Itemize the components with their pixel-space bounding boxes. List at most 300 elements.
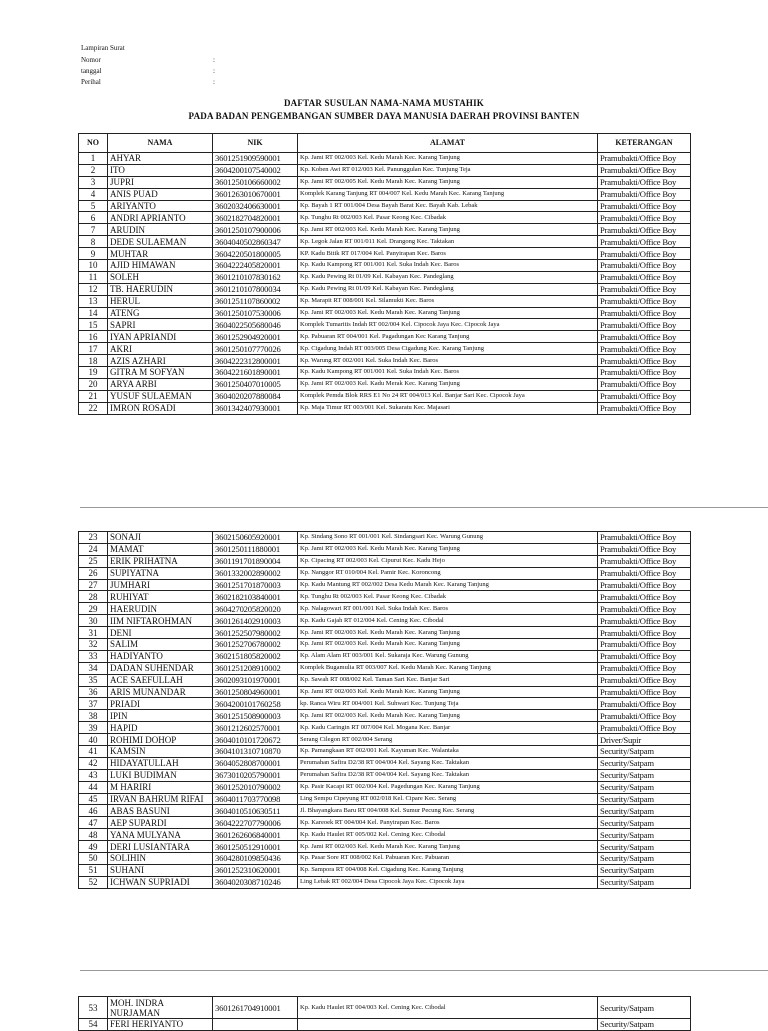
table-row: [79, 390, 691, 402]
row-alamat: Jl. Bhayangkara Baru RT 004/008 Kel. Sumur Pecung Kec. Serang: [298, 805, 598, 817]
row-nama: SALIM: [108, 639, 213, 651]
row-nama: SUHANI: [108, 864, 213, 876]
row-number: 17: [79, 343, 108, 355]
row-alamat: Kp. Sawah RT 008/002 Kel. Taman Sari Kec. Banjar Sari: [298, 674, 598, 686]
row-nik: 3604020207880084: [213, 390, 298, 402]
row-number: 29: [79, 603, 108, 615]
row-nik: 3604200107540002: [213, 164, 298, 176]
row-nama: ANDRI APRIANTO: [108, 212, 213, 224]
row-nik: [213, 1019, 298, 1031]
row-number: 24: [79, 543, 108, 555]
row-nama: ICHWAN SUPRIADI: [108, 876, 213, 888]
row-number: 1: [79, 153, 108, 165]
row-nama: SUPIYATNA: [108, 567, 213, 579]
table-row: [79, 829, 691, 841]
row-alamat: Kp. Kadu Haulet RT 004/003 Kel. Cening Kec. Cibodal: [298, 997, 598, 1019]
row-number: 47: [79, 817, 108, 829]
row-number: 36: [79, 686, 108, 698]
table-row: [79, 188, 691, 200]
row-number: 38: [79, 710, 108, 722]
row-nama: ACE SAEFULLAH: [108, 674, 213, 686]
row-keterangan: Security/Satpam: [598, 876, 691, 888]
row-number: 19: [79, 367, 108, 379]
table-row: [79, 627, 691, 639]
table-row: [79, 378, 691, 390]
row-nama: ROHIMI DOHOP: [108, 734, 213, 746]
row-alamat: Kp. Pabuaran RT 004/001 Kel. Pagadungan Kec Karang Tanjung: [298, 331, 598, 343]
row-keterangan: Pramubakti/Office Boy: [598, 224, 691, 236]
row-nama: AZIS AZHARI: [108, 355, 213, 367]
table-row: [79, 698, 691, 710]
row-alamat: Kp. Kareoek RT 004/004 Kel. Panyirapan Kec. Baros: [298, 817, 598, 829]
row-number: 11: [79, 271, 108, 283]
row-alamat: Kp. Nalagowari RT 001/001 Kel. Suka Indah Kec. Baros: [298, 603, 598, 615]
row-number: 54: [79, 1019, 108, 1031]
row-nama: AHYAR: [108, 153, 213, 165]
row-alamat: Kp. Cigadung Indah RT 003/005 Desa Cigadung Kec. Karang Tanjung: [298, 343, 598, 355]
row-nik: 3601250111880001: [213, 543, 298, 555]
document-title: DAFTAR SUSULAN NAMA-NAMA MUSTAHIK: [283, 98, 485, 108]
row-nik: 3604222707790006: [213, 817, 298, 829]
table-row: [79, 355, 691, 367]
row-keterangan: Security/Satpam: [598, 1019, 691, 1031]
row-nama: IRVAN BAHRUM RIFAI: [108, 793, 213, 805]
row-number: 35: [79, 674, 108, 686]
row-nik: 3601250107770026: [213, 343, 298, 355]
row-keterangan: Pramubakti/Office Boy: [598, 402, 691, 414]
row-nama: ANIS PUAD: [108, 188, 213, 200]
row-nama: MAMAT: [108, 543, 213, 555]
row-nama: ATENG: [108, 307, 213, 319]
table-row: [79, 817, 691, 829]
mustahik-table-page-3: [78, 996, 691, 1031]
row-number: 3: [79, 176, 108, 188]
row-nama: TB. HAERUDIN: [108, 283, 213, 295]
row-alamat: Komplek Pemda Blok RRS E1 No 24 RT 004/013 Kel. Banjar Sari Kec. Cipocok Jaya: [298, 390, 598, 402]
row-alamat: Kp. Bayah 1 RT 001/004 Desa Bayah Barat Kec. Bayah Kab. Lebak: [298, 200, 598, 212]
row-keterangan: Security/Satpam: [598, 829, 691, 841]
row-alamat: Kp. Marapit RT 008/001 Kel. Silamukti Kec. Baros: [298, 295, 598, 307]
row-keterangan: Security/Satpam: [598, 746, 691, 758]
row-nama: AJID HIMAWAN: [108, 260, 213, 272]
row-nik: 3602182704820001: [213, 212, 298, 224]
row-number: 8: [79, 236, 108, 248]
row-keterangan: Pramubakti/Office Boy: [598, 200, 691, 212]
table-row: [79, 153, 691, 165]
row-nik: 3601250107530006: [213, 307, 298, 319]
table-row: [79, 200, 691, 212]
table-row: [79, 757, 691, 769]
row-alamat: Kp. Jami RT 002/003 Kel. Kedu Marah Kec. Karang Tanjung: [298, 153, 598, 165]
row-number: 31: [79, 627, 108, 639]
row-nik: 3604270205820020: [213, 603, 298, 615]
table-row: [79, 260, 691, 272]
row-nik: 3601252706780002: [213, 639, 298, 651]
row-nik: 3601210107800034: [213, 283, 298, 295]
header-alamat: ALAMAT: [298, 134, 598, 153]
table-row: [79, 674, 691, 686]
row-nama: GITRA M SOFYAN: [108, 367, 213, 379]
row-alamat: Komplek Tumaritis Indah RT 002/004 Kel. Cipocok Jaya Kec. Cipocok Jaya: [298, 319, 598, 331]
row-alamat: Kp. Tunghu Rt 002/003 Kel. Pasar Keong Kec. Cibadak: [298, 591, 598, 603]
row-number: 37: [79, 698, 108, 710]
row-nama: DEDE SULAEMAN: [108, 236, 213, 248]
row-nik: 3602093101970001: [213, 674, 298, 686]
page-break-line: [80, 507, 768, 508]
row-nik: 3601250107900006: [213, 224, 298, 236]
mustahik-table-page-2: [78, 531, 691, 889]
row-number: 7: [79, 224, 108, 236]
row-keterangan: Pramubakti/Office Boy: [598, 532, 691, 544]
row-number: 9: [79, 248, 108, 260]
table-row: [79, 876, 691, 888]
table-row: [79, 164, 691, 176]
table-row: [79, 710, 691, 722]
row-nik: 3601210107830162: [213, 271, 298, 283]
row-alamat: Kp. Jami RT 002/003 Kel. Kedu Marah Kec. Karang Tanjung: [298, 307, 598, 319]
row-alamat: Kp. Kadu Gajah RT 012/004 Kel. Cening Kec. Cibodal: [298, 615, 598, 627]
table-row: [79, 591, 691, 603]
table-row: [79, 331, 691, 343]
row-keterangan: Security/Satpam: [598, 781, 691, 793]
row-nama: ARUDIN: [108, 224, 213, 236]
row-number: 43: [79, 769, 108, 781]
row-keterangan: Security/Satpam: [598, 793, 691, 805]
row-number: 20: [79, 378, 108, 390]
row-alamat: Kp. Maja Timur RT 003/001 Kel. Sukaratu Kec. Majasari: [298, 402, 598, 414]
row-nama: HAPID: [108, 722, 213, 734]
row-alamat: Kp. Pasir Kacapi RT 002/004 Kel. Pagedungan Kec. Karang Tanjung: [298, 781, 598, 793]
row-nik: 3604011703770098: [213, 793, 298, 805]
row-number: 34: [79, 662, 108, 674]
table-row: [79, 639, 691, 651]
row-number: 45: [79, 793, 108, 805]
row-alamat: Kp. Warung RT 002/001 Kel. Suka Indah Kec. Baros: [298, 355, 598, 367]
table-row: [79, 722, 691, 734]
table-row: [79, 686, 691, 698]
row-number: 4: [79, 188, 108, 200]
row-alamat: KP. Kadu Bitik RT 017/004 Kel. Panyirapan Kec. Baros: [298, 248, 598, 260]
row-keterangan: Pramubakti/Office Boy: [598, 188, 691, 200]
row-number: 48: [79, 829, 108, 841]
row-alamat: Kp. Jami RT 002/005 Kel. Kedu Marah Kec. Karang Tanjung: [298, 176, 598, 188]
row-alamat: Kp. Sampora RT 004/008 Kel. Cigadung Kec. Karang Tanjung: [298, 864, 598, 876]
row-number: 26: [79, 567, 108, 579]
row-nama: IMRON ROSADI: [108, 402, 213, 414]
row-keterangan: Pramubakti/Office Boy: [598, 283, 691, 295]
header-nik: NIK: [213, 134, 298, 153]
table-row: [79, 402, 691, 414]
table-header-row: [79, 134, 691, 153]
row-nik: 3601261704910001: [213, 997, 298, 1019]
row-nik: 3604222405820001: [213, 260, 298, 272]
row-number: 40: [79, 734, 108, 746]
row-nik: 3673010205790001: [213, 769, 298, 781]
mustahik-table-page-1: [78, 133, 691, 415]
table-row: [79, 236, 691, 248]
row-nik: 3601250512910001: [213, 841, 298, 853]
row-nik: 3601251701870003: [213, 579, 298, 591]
row-nama: RUHIYAT: [108, 591, 213, 603]
row-nama: SONAJI: [108, 532, 213, 544]
row-nik: 3604020308710246: [213, 876, 298, 888]
row-nama: M HARIRI: [108, 781, 213, 793]
row-alamat: Kp. Tunghu Rt 002/003 Kel. Pasar Keong Kec. Cibadak: [298, 212, 598, 224]
row-alamat: Kp. Jami RT 002/003 Kel. Kedu Marah Kec. Karang Tanjung: [298, 841, 598, 853]
row-nik: 3601250804960001: [213, 686, 298, 698]
table-row: [79, 579, 691, 591]
table-row: [79, 603, 691, 615]
header-nama: NAMA: [108, 134, 213, 153]
row-number: 50: [79, 853, 108, 865]
table-row: [79, 746, 691, 758]
row-keterangan: Pramubakti/Office Boy: [598, 378, 691, 390]
table-row: [79, 212, 691, 224]
row-number: 25: [79, 555, 108, 567]
row-alamat: Perumahan Safira D2/38 RT 004/004 Kel. Sayang Kec. Taktakan: [298, 757, 598, 769]
row-keterangan: Pramubakti/Office Boy: [598, 319, 691, 331]
row-keterangan: Pramubakti/Office Boy: [598, 248, 691, 260]
row-number: 22: [79, 402, 108, 414]
row-nama: JUPRI: [108, 176, 213, 188]
row-number: 27: [79, 579, 108, 591]
row-number: 14: [79, 307, 108, 319]
table-row: [79, 295, 691, 307]
row-keterangan: Pramubakti/Office Boy: [598, 722, 691, 734]
row-alamat: Kp. Jami RT 002/003 Kel. Kedu Marah Kec. Karang Tanjung: [298, 686, 598, 698]
row-nik: 3601191701890004: [213, 555, 298, 567]
table-row: [79, 319, 691, 331]
row-nik: 3601263010670001: [213, 188, 298, 200]
row-nama: ITO: [108, 164, 213, 176]
row-alamat: Kp. Jami RT 002/003 Kel. Kadu Merak Kec. Karang Tanjung: [298, 378, 598, 390]
row-number: 30: [79, 615, 108, 627]
row-alamat: Kp. Pamangkaan RT 002/001 Kel. Kayuman Kec. Walantaka: [298, 746, 598, 758]
row-number: 51: [79, 864, 108, 876]
table-row: [79, 615, 691, 627]
row-nama: IYAN APRIANDI: [108, 331, 213, 343]
row-nama: YUSUF SULAEMAN: [108, 390, 213, 402]
row-keterangan: Pramubakti/Office Boy: [598, 627, 691, 639]
row-number: 5: [79, 200, 108, 212]
table-row: [79, 176, 691, 188]
row-nik: 3602151805820002: [213, 650, 298, 662]
table-row: [79, 997, 691, 1019]
row-nik: 3601332002890002: [213, 567, 298, 579]
row-nik: 3604220501800005: [213, 248, 298, 260]
row-keterangan: Pramubakti/Office Boy: [598, 355, 691, 367]
row-nama: SOLEH: [108, 271, 213, 283]
row-keterangan: Pramubakti/Office Boy: [598, 153, 691, 165]
row-number: 52: [79, 876, 108, 888]
row-number: 44: [79, 781, 108, 793]
row-alamat: Komplek Bugamulia RT 003/007 Kel. Kedu Marah Kec. Karang Tanjung: [298, 662, 598, 674]
table-row: [79, 532, 691, 544]
row-alamat: Serang Cilegon RT 002/004 Serang: [298, 734, 598, 746]
row-keterangan: Pramubakti/Office Boy: [598, 639, 691, 651]
row-nik: 3604022505680046: [213, 319, 298, 331]
row-nama: PRIADI: [108, 698, 213, 710]
row-nama: ARIYANTO: [108, 200, 213, 212]
row-nama: DENI: [108, 627, 213, 639]
nomor-colon: :: [213, 56, 215, 64]
row-keterangan: Pramubakti/Office Boy: [598, 615, 691, 627]
row-nama: HADIYANTO: [108, 650, 213, 662]
row-keterangan: Security/Satpam: [598, 769, 691, 781]
row-nama: MUHTAR: [108, 248, 213, 260]
row-alamat: Ling Sempu Cipeyung RT 002/018 Kel. Cipare Kec. Serang: [298, 793, 598, 805]
page-break-line: [80, 970, 768, 971]
row-keterangan: Security/Satpam: [598, 864, 691, 876]
row-keterangan: Security/Satpam: [598, 817, 691, 829]
row-nama: ARIS MUNANDAR: [108, 686, 213, 698]
row-nik: 3602182103840001: [213, 591, 298, 603]
row-nama: IPIN: [108, 710, 213, 722]
row-nama: IIM NIFTAROHMAN: [108, 615, 213, 627]
row-alamat: Kp. Kadu Pewing Rt 01/09 Kel. Kabayan Kec. Pandeglang: [298, 283, 598, 295]
table-row: [79, 864, 691, 876]
row-alamat: Kp. Pasar Sore RT 008/002 Kel. Pabuaran Kec. Pabuaran: [298, 853, 598, 865]
row-keterangan: Pramubakti/Office Boy: [598, 367, 691, 379]
row-keterangan: Pramubakti/Office Boy: [598, 674, 691, 686]
row-keterangan: Security/Satpam: [598, 805, 691, 817]
row-nama: AKRI: [108, 343, 213, 355]
row-alamat: Kp. Jami RT 002/003 Kel. Kedu Marah Kec. Karang Tanjung: [298, 543, 598, 555]
row-keterangan: Pramubakti/Office Boy: [598, 164, 691, 176]
table-row: [79, 734, 691, 746]
row-number: 13: [79, 295, 108, 307]
row-keterangan: Pramubakti/Office Boy: [598, 662, 691, 674]
tanggal-label: tanggal: [81, 67, 102, 75]
row-number: 42: [79, 757, 108, 769]
perihal-label: Perihal: [81, 78, 101, 86]
row-alamat: Kp. Kadu Kampong RT 001/001 Kel. Suka Indah Kec. Baros: [298, 260, 598, 272]
row-number: 2: [79, 164, 108, 176]
table-row: [79, 248, 691, 260]
row-alamat: Perumahan Safira D2/38 RT 004/004 Kel. Sayang Kec. Taktakan: [298, 769, 598, 781]
row-nama: YANA MULYANA: [108, 829, 213, 841]
table-row: [79, 343, 691, 355]
row-nik: 3601251208910002: [213, 662, 298, 674]
row-keterangan: Security/Satpam: [598, 853, 691, 865]
row-nama: MOH. INDRA NURJAMAN: [108, 997, 213, 1019]
table-row: [79, 793, 691, 805]
row-nik: 3604200101760258: [213, 698, 298, 710]
row-nama: LUKI BUDIMAN: [108, 769, 213, 781]
table-row: [79, 805, 691, 817]
row-keterangan: Pramubakti/Office Boy: [598, 543, 691, 555]
row-nik: 3604052808700001: [213, 757, 298, 769]
table-row: [79, 224, 691, 236]
row-keterangan: Pramubakti/Office Boy: [598, 579, 691, 591]
table-row: [79, 543, 691, 555]
row-nik: 3604101310710870: [213, 746, 298, 758]
row-alamat: Kp. Jami RT 002/003 Kel. Kedu Marah Kec. Karang Tanjung: [298, 710, 598, 722]
row-nik: 3601251508900003: [213, 710, 298, 722]
row-nama: DADAN SUHENDAR: [108, 662, 213, 674]
row-number: 28: [79, 591, 108, 603]
row-alamat: Kp. Jami RT 002/003 Kel. Kedu Marah Kec. Karang Tanjung: [298, 627, 598, 639]
row-keterangan: Pramubakti/Office Boy: [598, 271, 691, 283]
row-nik: 3601250407010005: [213, 378, 298, 390]
row-alamat: kp. Ranca Wiru RT 004/001 Kel. Suhwari Kec. Tunjung Teja: [298, 698, 598, 710]
row-alamat: Komplek Karang Tanjung RT 004/007 Kel. Kedu Marah Kec. Karang Tanjung: [298, 188, 598, 200]
row-nik: 3601261402910003: [213, 615, 298, 627]
row-nama: SOLIHIN: [108, 853, 213, 865]
row-nik: 3604010510630511: [213, 805, 298, 817]
row-number: 23: [79, 532, 108, 544]
row-alamat: Ling Lebak RT 002/004 Desa Cipocok Jaya Kec. Cipocok Jaya: [298, 876, 598, 888]
row-nik: 3601250106660002: [213, 176, 298, 188]
row-keterangan: Pramubakti/Office Boy: [598, 212, 691, 224]
row-nik: 3604010101720672: [213, 734, 298, 746]
row-nama: KAMSIN: [108, 746, 213, 758]
row-nama: SAPRI: [108, 319, 213, 331]
row-alamat: Kp. Kadu Kampong RT 001/001 Kel. Suka Indah Kec. Baros: [298, 367, 598, 379]
row-alamat: Kp. Alam Alam RT 003/001 Kel. Sukaraja Kec. Warung Gunung: [298, 650, 598, 662]
row-number: 16: [79, 331, 108, 343]
row-keterangan: Pramubakti/Office Boy: [598, 567, 691, 579]
row-nik: 3601252010790002: [213, 781, 298, 793]
row-nik: 3604040502860347: [213, 236, 298, 248]
lampiran-label: Lampiran Surat: [81, 44, 125, 52]
perihal-colon: :: [213, 78, 215, 86]
row-alamat: Kp. Nanggor RT 010/004 Kel. Pamir Kec. Koroncong: [298, 567, 598, 579]
row-nik: 3601212602570001: [213, 722, 298, 734]
row-nama: ARYA ARBI: [108, 378, 213, 390]
row-alamat: [298, 1019, 598, 1031]
row-keterangan: Pramubakti/Office Boy: [598, 698, 691, 710]
row-nama: HAERUDIN: [108, 603, 213, 615]
row-keterangan: Pramubakti/Office Boy: [598, 650, 691, 662]
row-number: 49: [79, 841, 108, 853]
row-nik: 3602032406630001: [213, 200, 298, 212]
row-keterangan: Pramubakti/Office Boy: [598, 343, 691, 355]
table-row: [79, 781, 691, 793]
row-keterangan: Security/Satpam: [598, 997, 691, 1019]
row-nama: ERIK PRIHATNA: [108, 555, 213, 567]
row-keterangan: Pramubakti/Office Boy: [598, 295, 691, 307]
row-nama: FERI HERIYANTO: [108, 1019, 213, 1031]
row-alamat: Kp. Kadu Pewing Rt 01/09 Kel. Kabayan Kec. Pandeglang: [298, 271, 598, 283]
row-number: 39: [79, 722, 108, 734]
row-nik: 3601252310620001: [213, 864, 298, 876]
row-alamat: Kp. Cipacing RT 002/003 Kel. Cipurut Kec. Kadu Hejo: [298, 555, 598, 567]
row-keterangan: Pramubakti/Office Boy: [598, 307, 691, 319]
row-alamat: Kp. Koben Awi RT 012/003 Kel. Panunggulan Kec. Tunjung Teja: [298, 164, 598, 176]
table-row: [79, 271, 691, 283]
row-keterangan: Security/Satpam: [598, 757, 691, 769]
row-keterangan: Pramubakti/Office Boy: [598, 236, 691, 248]
row-nik: 3601251909590001: [213, 153, 298, 165]
row-keterangan: Pramubakti/Office Boy: [598, 176, 691, 188]
row-nama: AEP SUPARDI: [108, 817, 213, 829]
row-keterangan: Pramubakti/Office Boy: [598, 710, 691, 722]
row-alamat: Kp. Kadu Haulet RT 005/002 Kel. Cening Kec. Cibodal: [298, 829, 598, 841]
row-nik: 3601252904920001: [213, 331, 298, 343]
nomor-label: Nomor: [81, 56, 101, 64]
document-subtitle: PADA BADAN PENGEMBANGAN SUMBER DAYA MANUSIA DAERAH PROVINSI BANTEN: [188, 111, 580, 121]
table-row: [79, 567, 691, 579]
table-row: [79, 307, 691, 319]
row-nama: ABAS BASUNI: [108, 805, 213, 817]
row-nik: 3604221601890001: [213, 367, 298, 379]
row-alamat: Kp. Legok Jalan RT 001/011 Kel. Drangong Kec. Taktakan: [298, 236, 598, 248]
row-nik: 3601342407930001: [213, 402, 298, 414]
row-alamat: Kp. Sindang Sono RT 001/001 Kel. Sindangsari Kec. Warung Gunung: [298, 532, 598, 544]
row-nik: 3604280109850436: [213, 853, 298, 865]
row-number: 15: [79, 319, 108, 331]
